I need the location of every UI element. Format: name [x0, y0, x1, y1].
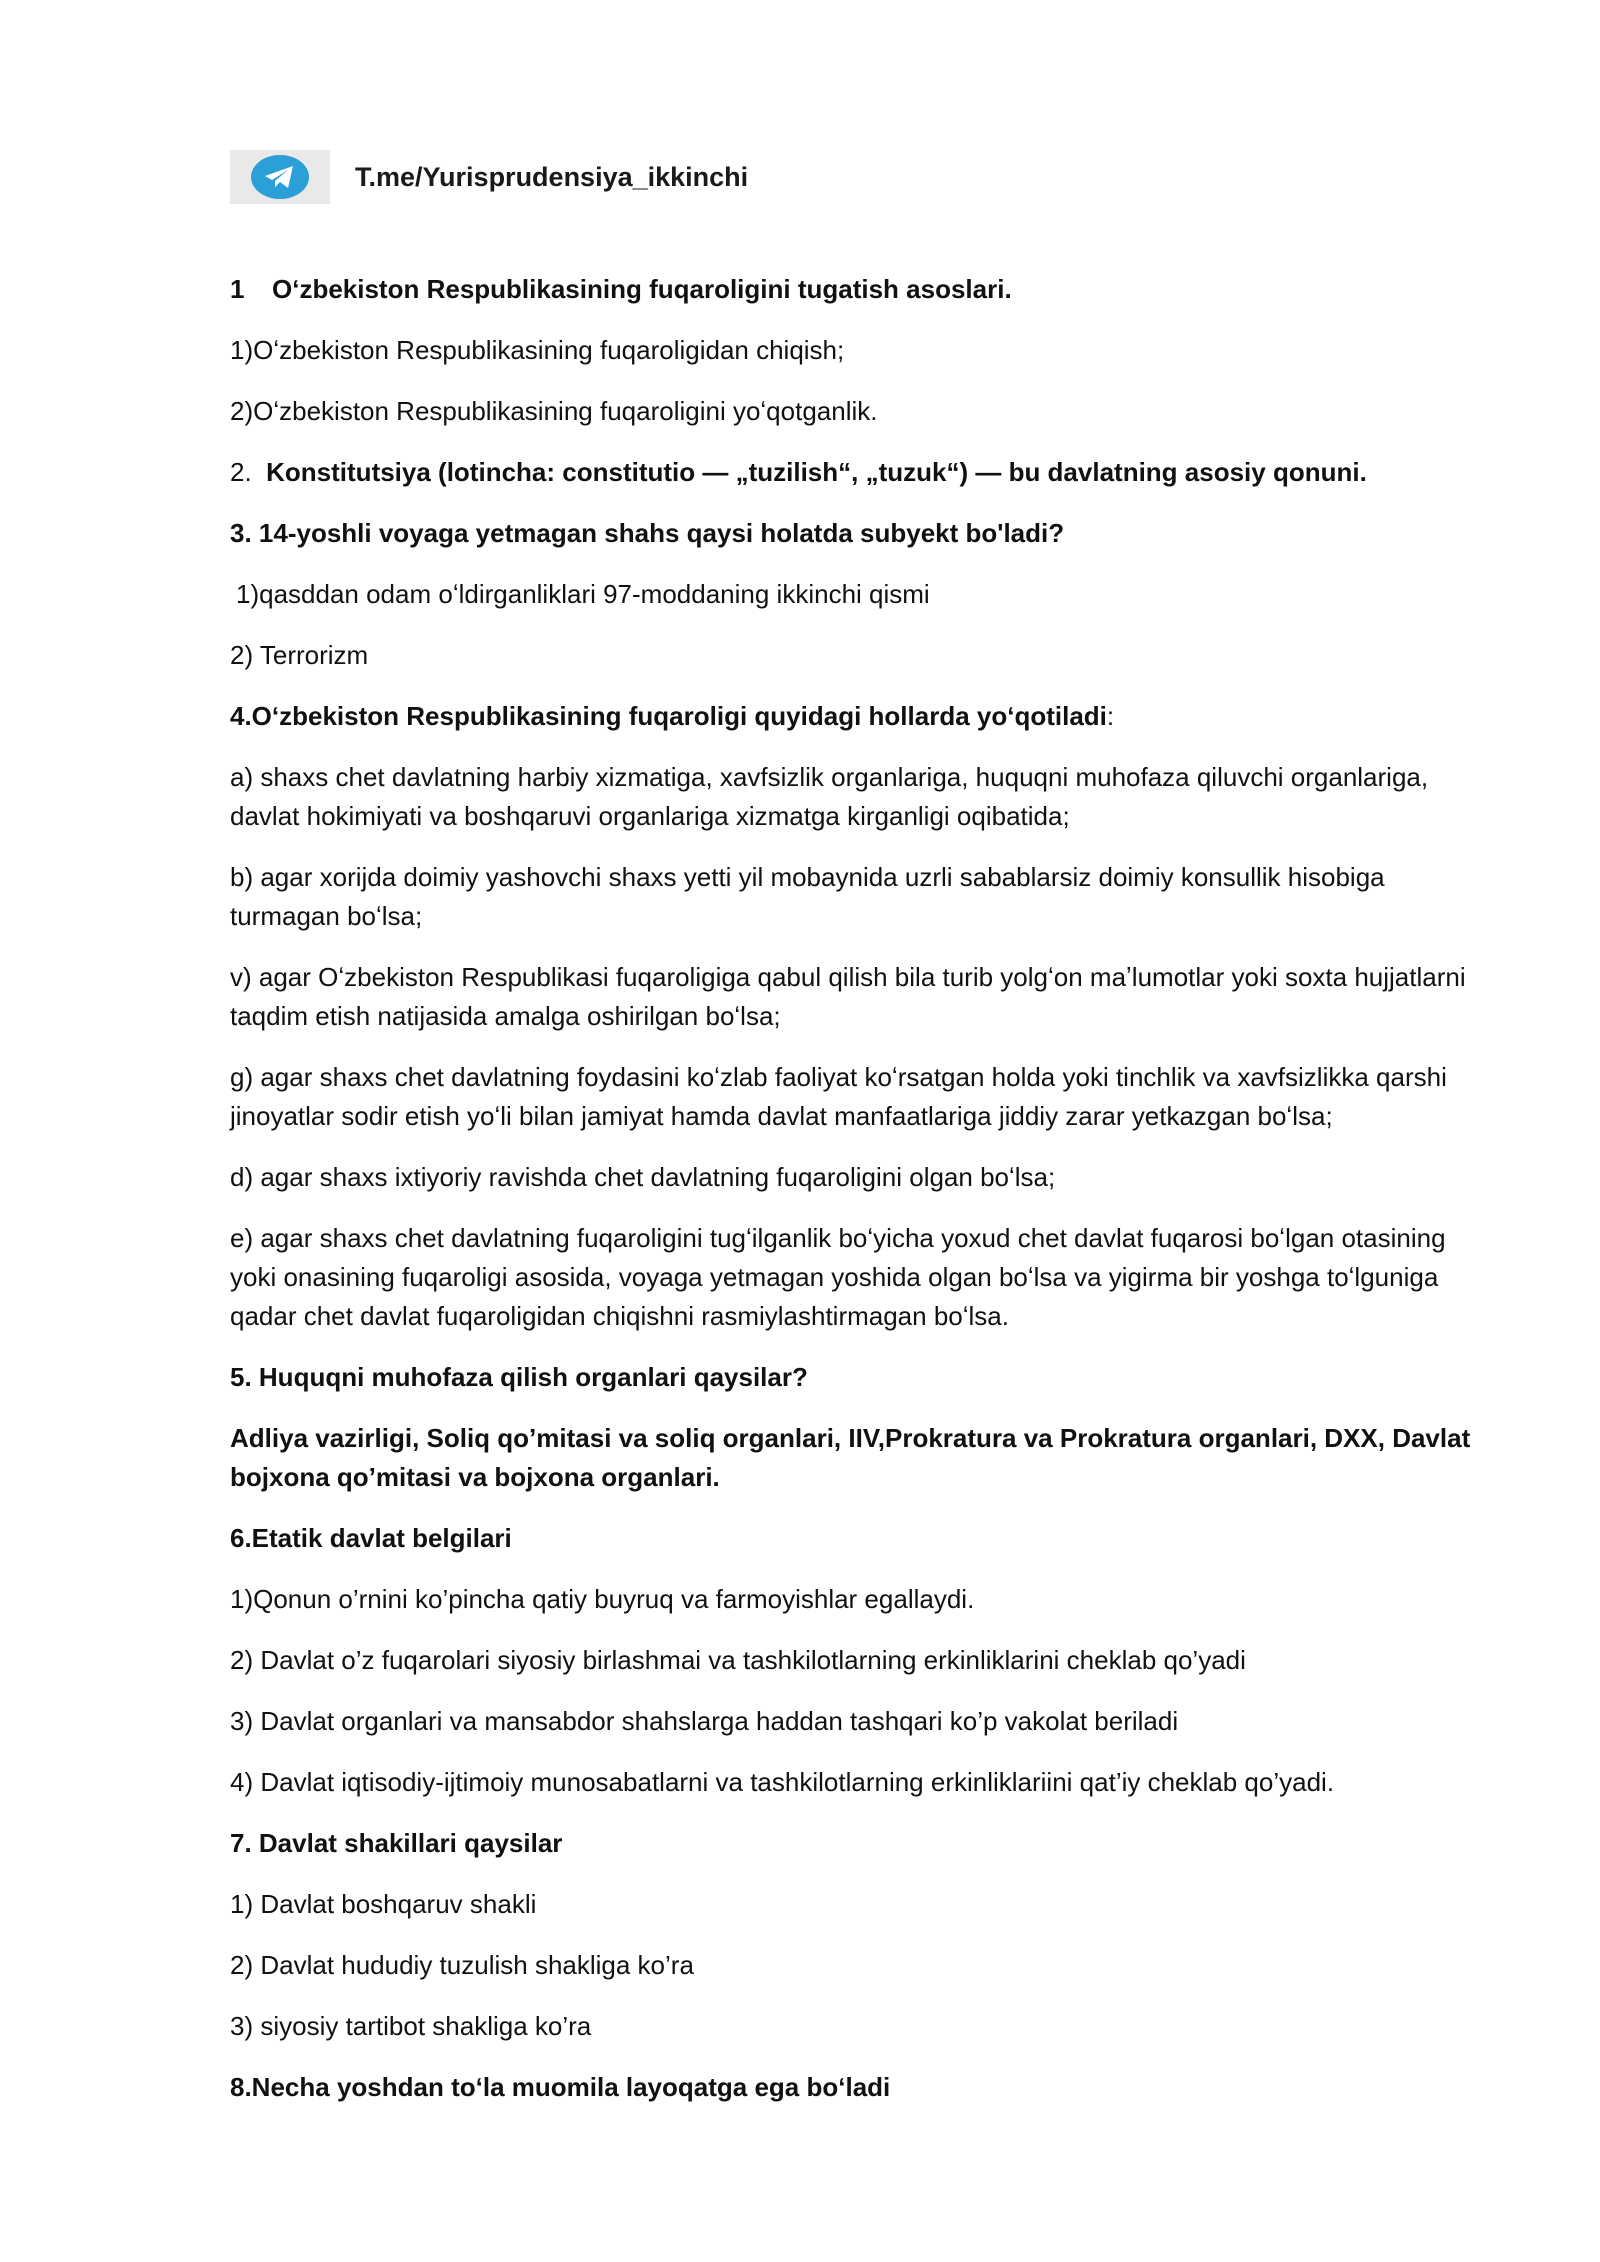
answer-line: 1) Davlat boshqaruv shakli — [230, 1889, 537, 1919]
answer-paragraph: Adliya vazirligi, Soliq qo’mitasi va soliq organlari, IIV,Prokratura va Prokratura organlari, DXX, Davlat bojxona qo’mitasi va bojxona organlari. — [230, 1423, 1471, 1492]
answer-line: 3) siyosiy tartibot shakliga ko’ra — [230, 2011, 592, 2041]
question-heading: 6.Etatik davlat belgilari — [230, 1523, 512, 1553]
question-heading: 8.Necha yoshdan toʻla muomila layoqatga ega boʻladi — [230, 2072, 891, 2102]
question-heading: 2. Konstitutsiya (lotincha: constitutio — „tuzilish“, „tuzuk“) — bu davlatning asosiy qonuni. — [230, 457, 1367, 487]
answer-line: 1)Qonun o’rnini ko’pincha qatiy buyruq va farmoyishlar egallaydi. — [230, 1584, 975, 1614]
answer-line: 4) Davlat iqtisodiy-ijtimoiy munosabatlarni va tashkilotlarning erkinliklariini qat’iy cheklab qo’yadi. — [230, 1767, 1335, 1797]
answer-line: 2) Davlat o’z fuqarolari siyosiy birlashmai va tashkilotlarning erkinliklarini cheklab qo’yadi — [230, 1645, 1246, 1675]
answer-line: 2) Davlat hududiy tuzulish shakliga ko’ra — [230, 1950, 694, 1980]
answer-line: 2) Terrorizm — [230, 640, 369, 670]
question-heading: 7. Davlat shakillari qaysilar — [230, 1828, 563, 1858]
question-heading: 3. 14-yoshli voyaga yetmagan shahs qaysi holatda subyekt bo'ladi? — [230, 518, 1065, 548]
answer-line: 3) Davlat organlari va mansabdor shahslarga haddan tashqari ko’p vakolat beriladi — [230, 1706, 1179, 1736]
header — [230, 150, 748, 204]
document-body — [230, 270, 1480, 2129]
answer-paragraph: e) agar shaxs chet davlatning fuqaroligini tugʻilganlik boʻyicha yoxud chet davlat fuqarosi boʻlgan otasining yoki onasining fuqaroligi asosida, voyaga yetmagan yoshida olgan boʻlsa va yigirma bir yoshga toʻlguniga qadar chet davlat fuqaroligidan chiqishni rasmiylashtirmagan boʻlsa. — [230, 1223, 1446, 1331]
telegram-icon — [250, 154, 310, 200]
question-heading: 5. Huquqni muhofaza qilish organlari qaysilar? — [230, 1362, 808, 1392]
answer-paragraph: b) agar xorijda doimiy yashovchi shaxs yetti yil mobaynida uzrli sabablarsiz doimiy konsullik hisobiga turmagan boʻlsa; — [230, 862, 1385, 931]
answer-paragraph: d) agar shaxs ixtiyoriy ravishda chet davlatning fuqaroligini olgan boʻlsa; — [230, 1162, 1056, 1192]
answer-line: 2)Oʻzbekiston Respublikasining fuqaroligini yoʻqotganlik. — [230, 396, 878, 426]
telegram-logo — [230, 150, 330, 204]
answer-line: 1)qasddan odam oʻldirganliklari 97-moddaning ikkinchi qismi — [236, 579, 930, 609]
answer-paragraph: v) agar Oʻzbekiston Respublikasi fuqaroligiga qabul qilish bila turib yolgʻon maʼlumotlar yoki soxta hujjatlarni taqdim etish natijasida amalga oshirilgan boʻlsa; — [230, 962, 1466, 1031]
answer-line: 1)Oʻzbekiston Respublikasining fuqaroligidan chiqish; — [230, 335, 845, 365]
question-heading: 4.Oʻzbekiston Respublikasining fuqaroligi quyidagi hollarda yoʻqotiladi: — [230, 701, 1115, 731]
telegram-channel-link[interactable]: T.me/Yurisprudensiya_ikkinchi — [355, 161, 749, 192]
answer-paragraph: g) agar shaxs chet davlatning foydasini koʻzlab faoliyat koʻrsatgan holda yoki tinchlik va xavfsizlikka qarshi jinoyatlar sodir etish yoʻli bilan jamiyat hamda davlat manfaatlariga jiddiy zarar yetkazgan boʻlsa; — [230, 1062, 1447, 1131]
answer-paragraph: a) shaxs chet davlatning harbiy xizmatiga, xavfsizlik organlariga, huquqni muhofaza qiluvchi organlariga, davlat hokimiyati va boshqaruvi organlariga xizmatga kirganligi oqibatida; — [230, 762, 1429, 831]
question-heading: 1 Oʻzbekiston Respublikasining fuqaroligini tugatish asoslari. — [230, 274, 1012, 304]
